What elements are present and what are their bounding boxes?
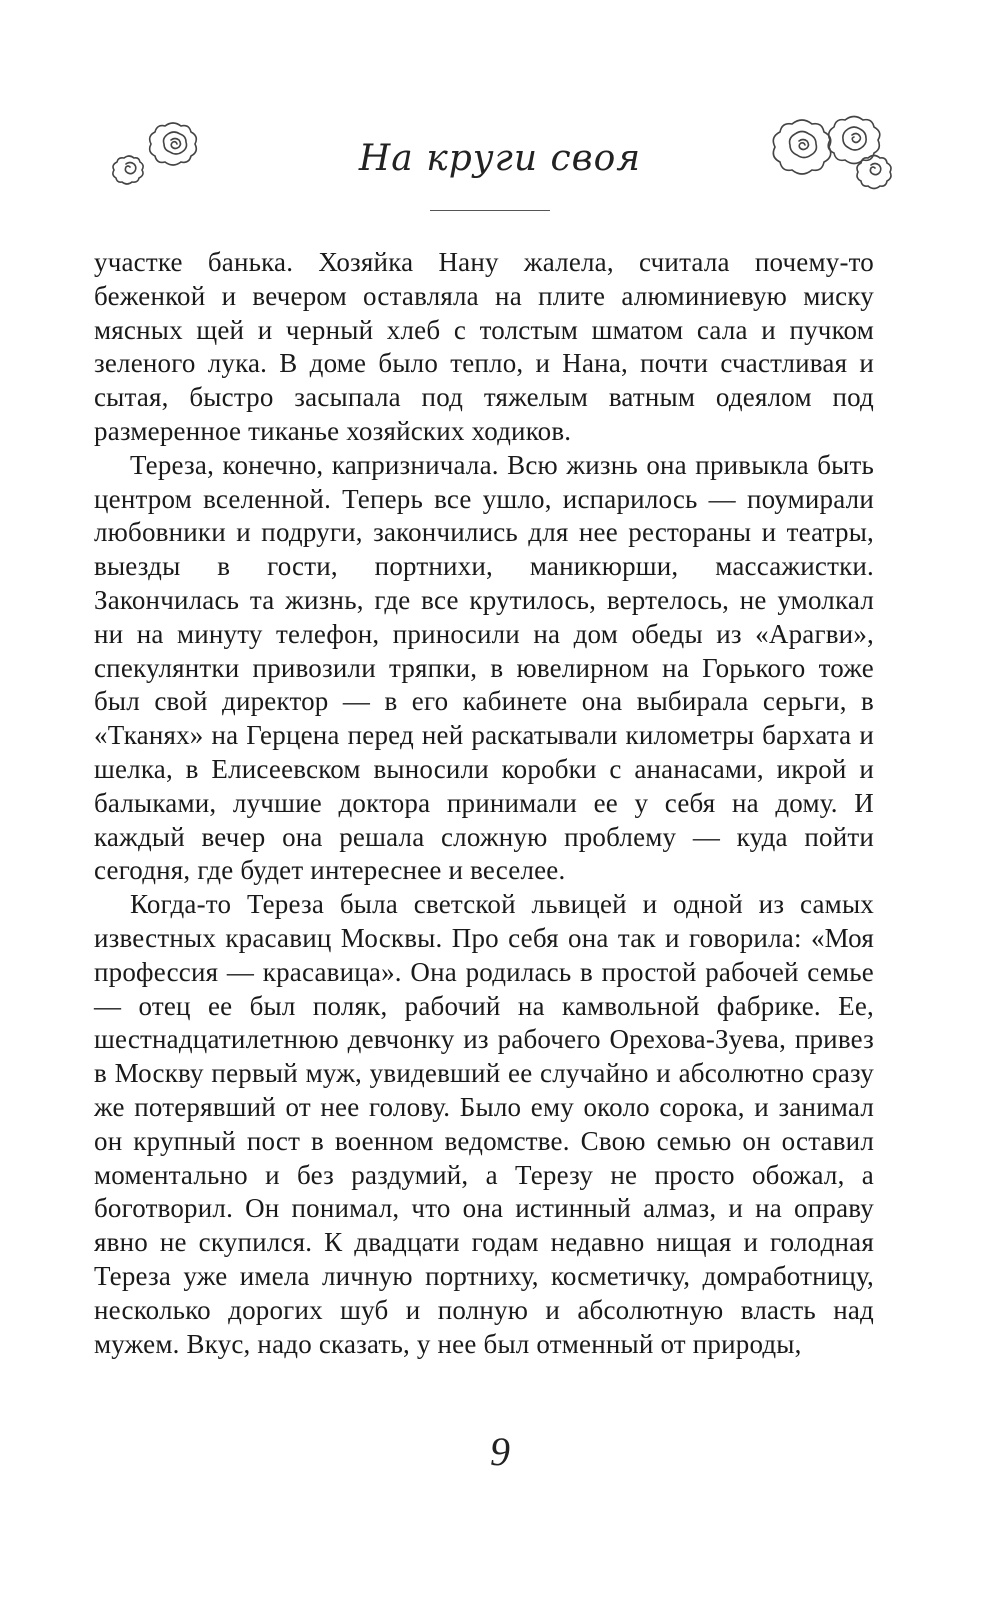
body-text [94,246,874,1361]
running-title: На круги своя [358,138,642,179]
running-header [0,0,1000,215]
page-number: 9 [490,1429,510,1474]
paragraph: Тереза, конечно, капризничала. Всю жизнь она привыкла быть центром вселенной. Теперь все ушло, испарилось — поумирали любовники и подруги, закончились для нее рестораны и театры, выезды в гости, портнихи, маникюрши, массажистки. Закончилась та жизнь, где все крутилось, вертелось, не умолкал ни на минуту телефон, приносили на дом обеды из «Арагви», спекулянтки привозили тряпки, в ювелирном на Горького тоже был свой директор — в его кабинете она выбирала серьги, в «Тканях» на Герцена перед ней раскатывали километры бархата и шелка, в Елисеевском выносили коробки с ананасами, икрой и балыками, лучшие доктора принимали ее у себя на дому. И каждый вечер она решала сложную проблему — куда пойти сегодня, где будет интереснее и веселее. [94,449,874,886]
paragraph: Когда-то Тереза была светской львицей и одной из самых известных красавиц Москвы. Про себя она так и говорила: «Моя профессия — красавица». Она родилась в простой рабочей семье — отец ее был поляк, рабочий на камвольной фабрике. Ее, шестнадцатилетнюю девчонку из рабочего Орехова-Зуева, привез в Москву первый муж, увидевший ее случайно и абсолютно сразу же потерявший от нее голову. Было ему около сорока, и занимал он крупный пост в военном ведомстве. Свою семью он оставил моментально и без раздумий, а Терезу не просто обожал, а боготворил. Он понимал, что она истинный алмаз, и на оправу явно не скупился. К двадцати годам недавно нищая и голодная Тереза уже имела личную портниху, косметичку, домработницу, несколько дорогих шуб и полную и абсолютную власть над мужем. Вкус, надо сказать, у нее был отменный от природы, [94,889,874,1359]
header-divider [430,210,550,211]
roses-ornament-icon [770,112,900,192]
paragraph: участке банька. Хозяйка Нану жалела, считала почему-то беженкой и вечером оставляла на плите алюминиевую миску мясных щей и черный хлеб с толстым шматом сала и пучком зеленого лука. В доме было тепло, и Нана, почти счастливая и сытая, быстро засыпала под тяжелым ватным одеялом под размеренное тиканье хозяйских ходиков. [94,247,874,446]
